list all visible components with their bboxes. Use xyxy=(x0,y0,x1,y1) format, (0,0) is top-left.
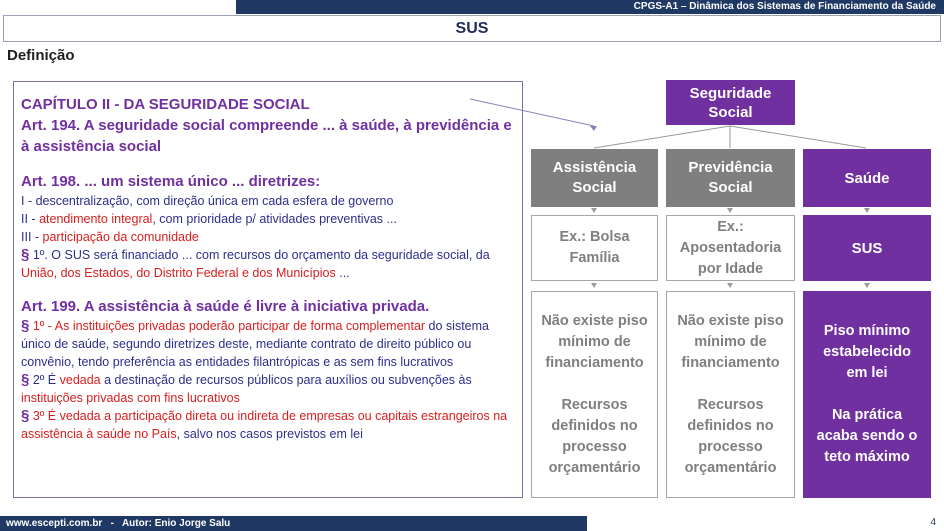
course-title: CPGS-A1 – Dinâmica dos Sistemas de Financiamento da Saúde xyxy=(633,1,936,12)
paragrafo-3-art199: § 3º É vedada a participação direta ou indireta de empresas ou capitais estrangeiros na assistência à saúde no País, salvo nos casos previstos em lei xyxy=(21,407,508,441)
node-seguridade-social: Seguridade Social xyxy=(666,80,795,125)
example-previdencia: Ex.: Aposentadoria por Idade xyxy=(666,215,795,281)
paragrafo-1-art199: § 1º - As instituições privadas poderão participar de forma complementar do sistema único de saúde, segundo diretrizes deste, mediante contrato de direito público ou convênio, tendo preferência as entidades filantrópicas e as sem fins lucrativos xyxy=(21,317,489,369)
detail-saude: Piso mínimo estabelecido em lei Na prática acaba sendo o teto máximo xyxy=(803,291,931,498)
arrow-down-icon xyxy=(591,208,597,213)
example-assistencia: Ex.: Bolsa Família xyxy=(531,215,658,281)
paragrafo-1-art198: § 1º. O SUS será financiado ... com recursos do orçamento da seguridade social, da União, dos Estados, do Distrito Federal e dos Municípios ... xyxy=(21,246,490,280)
inciso-1: I - descentralização, com direção única em cada esfera de governo xyxy=(21,194,394,208)
node-previdencia-social: Previdência Social xyxy=(666,149,795,207)
art-198: Art. 198. ... um sistema único ... diretrizes: xyxy=(21,173,321,190)
inciso-3: III - participação da comunidade xyxy=(21,230,199,244)
arrow-down-icon xyxy=(864,208,870,213)
example-saude: SUS xyxy=(803,215,931,281)
art-199: Art. 199. A assistência à saúde é livre à iniciativa privada. xyxy=(21,298,430,315)
detail-previdencia: Não existe piso mínimo de financiamento Recursos definidos no processo orçamentário xyxy=(666,291,795,498)
arrow-down-icon xyxy=(727,283,733,288)
arrow-down-icon xyxy=(864,283,870,288)
node-assistencia-social: Assistência Social xyxy=(531,149,658,207)
page-number: 4 xyxy=(930,517,936,528)
arrow-down-icon xyxy=(727,208,733,213)
inciso-2: II - atendimento integral, com prioridade p/ atividades preventivas ... xyxy=(21,212,397,226)
paragrafo-2-art199: § 2º É vedada a destinação de recursos públicos para auxílios ou subvenções às instituições privadas com fins lucrativos xyxy=(21,371,472,405)
chapter-heading: CAPÍTULO II - DA SEGURIDADE SOCIAL xyxy=(21,96,310,113)
node-saude: Saúde xyxy=(803,149,931,207)
section-heading: Definição xyxy=(7,47,75,64)
footer-bar: www.escepti.com.br - Autor: Enio Jorge Salu xyxy=(0,516,587,531)
art-194: Art. 194. A seguridade social compreende ... à saúde, à previdência e à assistência social xyxy=(21,117,512,155)
arrow-down-icon xyxy=(591,283,597,288)
detail-assistencia: Não existe piso mínimo de financiamento Recursos definidos no processo orçamentário xyxy=(531,291,658,498)
slide-title: SUS xyxy=(455,20,489,37)
